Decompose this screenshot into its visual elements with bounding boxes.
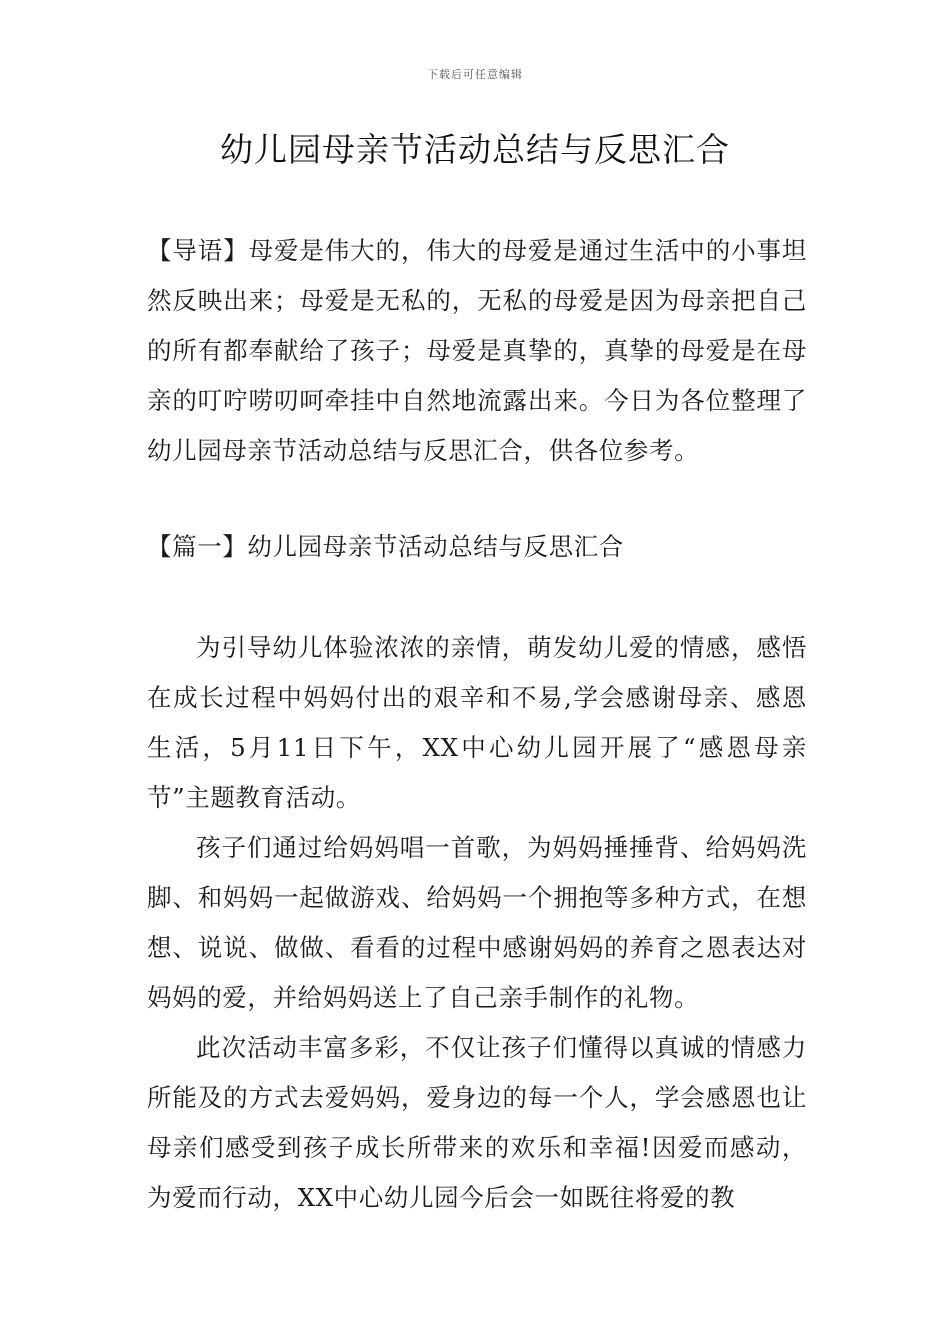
section-heading: 【篇一】幼儿园母亲节活动总结与反思汇合 [147, 532, 624, 561]
body-paragraph-3: 此次活动丰富多彩，不仅让孩子们懂得以真诚的情感力所能及的方式去爱妈妈，爱身边的每一个人，学会感恩也让母亲们感受到孩子成长所带来的欢乐和幸福!因爱而感动，为爱而行动，XX中心幼儿园今后会一如既往将爱的教 [147, 1033, 807, 1212]
document-title: 幼儿园母亲节活动总结与反思汇合 [220, 130, 730, 169]
body-paragraph-1: 为引导幼儿体验浓浓的亲情，萌发幼儿爱的情感，感悟在成长过程中妈妈付出的艰辛和不易,学会感谢母亲、感恩生活，5月11日下午，XX中心幼儿园开展了“感恩母亲节”主题教育活动。 [147, 633, 807, 812]
header-note: 下载后可任意编辑 [427, 68, 523, 81]
intro-paragraph: 【导语】母爱是伟大的，伟大的母爱是通过生活中的小事坦然反映出来；母爱是无私的，无私的母爱是因为母亲把自己的所有都奉献给了孩子；母爱是真挚的，真挚的母爱是在母亲的叮咛唠叨呵牵挂中自然地流露出来。今日为各位整理了幼儿园母亲节活动总结与反思汇合，供各位参考。 [147, 236, 807, 465]
body-paragraph-2: 孩子们通过给妈妈唱一首歌，为妈妈捶捶背、给妈妈洗脚、和妈妈一起做游戏、给妈妈一个拥抱等多种方式，在想想、说说、做做、看看的过程中感谢妈妈的养育之恩表达对妈妈的爱，并给妈妈送上了自己亲手制作的礼物。 [147, 833, 807, 1012]
